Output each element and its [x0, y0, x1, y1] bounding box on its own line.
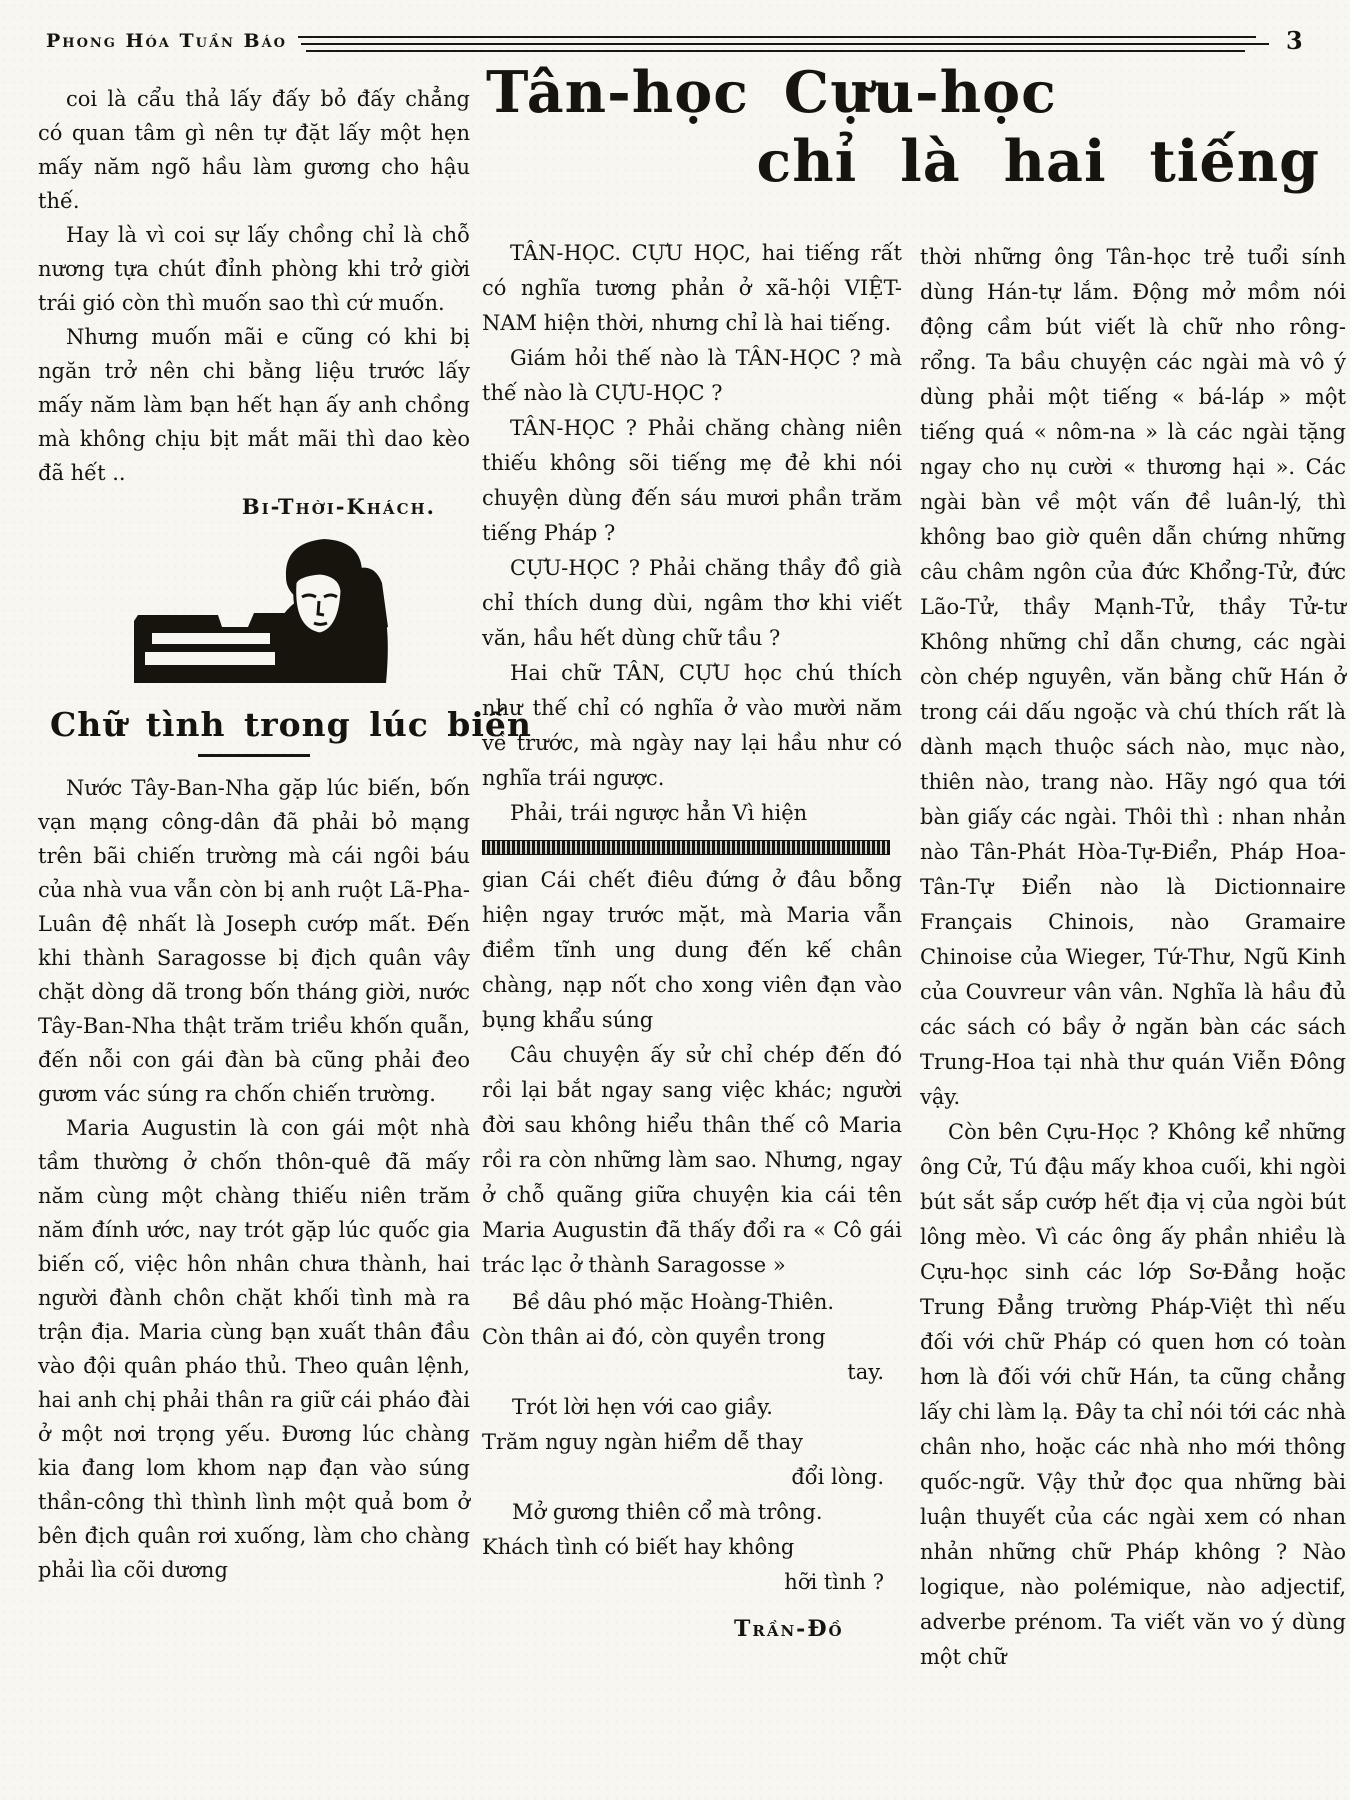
- verse-line: đổi lòng.: [791, 1465, 884, 1489]
- author-signature: Trần-Đồ: [734, 1616, 844, 1642]
- paragraph: Hay là vì coi sự lấy chồng chỉ là chỗ nương tựa chút đỉnh phòng khi trở giời trái gió còn thì muốn sao thì cứ muốn.: [38, 223, 470, 315]
- verse-line: tay.: [847, 1360, 884, 1384]
- verse-line: hỡi tình ?: [784, 1570, 884, 1594]
- paragraph: Phải, trái ngược hẳn Vì hiện: [510, 801, 808, 825]
- paragraph: Giám hỏi thế nào là TÂN-HỌC ? mà thế nào là CỰU-HỌC ?: [482, 346, 902, 405]
- header-rule: [298, 36, 1256, 38]
- section-heading: Chữ tình trong lúc biến: [50, 705, 532, 744]
- right-column: [920, 240, 1346, 1675]
- verse-line: Còn thân ai đó, còn quyền trong: [482, 1325, 826, 1349]
- headline-line-1: Tân-học Cựu-học: [486, 59, 1057, 126]
- middle-column: [482, 236, 902, 1642]
- header-rule: [301, 43, 1269, 45]
- heading-underline: [198, 754, 310, 757]
- article-headline: [480, 59, 1332, 195]
- header-rule-lines: [298, 36, 1266, 57]
- paragraph: gian Cái chết điêu đứng ở đâu bỗng hiện ngay trước mặt, mà Maria vẫn điềm tĩnh ung dung đến kế chân chàng, nạp nốt cho xong viên đạn vào bụng khẩu súng: [482, 868, 902, 1032]
- reader-illustration: [126, 535, 402, 687]
- author-signature: Bi-Thời-Khách.: [241, 494, 436, 519]
- paragraph: thời những ông Tân-học trẻ tuổi sính dùng Hán-tự lắm. Động mở mồm nói động cầm bút viết là chữ nho rông-rổng. Ta bầu chuyện các ngài mà vô ý dùng phải một tiếng « bá-láp » một tiếng quá « nôm-na » là các ngài tặng ngay cho nụ cười « thương hại ». Các ngài bàn về một vấn đề luân-lý, thì không bao giờ quên dẫn chứng những câu châm ngôn của đức Khổng-Tử, đức Lão-Tử, thầy Mạnh-Tử, thầy Tử-tư Không những chỉ dẫn chưng, các ngài còn chép nguyên, văn bằng chữ Hán ở trong cái dấu ngoặc và chú thích rất là dành mạch thuộc sách nào, mục nào, thiên nào, trang nào. Hãy ngó qua tới bàn giấy các ngài. Thôi thì : nhan nhản nào Tân-Phát Hòa-Tự-Điển, Pháp Hoa-Tân-Tự Điển nào là Dictionnaire Français Chinois, nào Gramaire Chinoise của Wieger, Tứ-Thư, Ngũ Kinh của Couvreur vân vân. Nghĩa là hầu đủ các sách có bầy ở ngăn bàn các sách Trung-Hoa tại nhà thư quán Viễn Đông vậy.: [920, 245, 1346, 1109]
- verse-line: Mở gương thiên cổ mà trông.: [512, 1500, 823, 1524]
- header-rule: [306, 50, 1245, 52]
- paragraph: TÂN-HỌC. CỰU HỌC, hai tiếng rất có nghĩa tương phản ở xã-hội VIỆT-NAM hiện thời, nhưng chỉ là hai tiếng.: [482, 241, 902, 335]
- headline-line-2: chỉ là hai tiếng: [756, 127, 1320, 195]
- verse-block: [482, 1285, 902, 1600]
- stippled-divider: [482, 840, 890, 855]
- page-number: 3: [1286, 26, 1303, 55]
- verse-line: Trót lời hẹn với cao giầy.: [512, 1395, 773, 1419]
- paragraph: Maria Augustin là con gái một nhà tầm thường ở chốn thôn-quê đã mấy năm cùng một chàng thiếu niên trăm năm đính ước, nay trót gặp lúc quốc gia biến cố, việc hôn nhân chưa thành, hai người đành chôn chặt khối tình mà ra trận địa. Maria cùng bạn xuất thân đầu vào đội quân pháo thủ. Theo quân lệnh, hai anh chị phải thân ra giữ cái pháo đài ở một nơi trọng yếu. Đương lúc chàng kia đang lom khom nạp đạn vào súng thần-công thì thình lình một quả bom ở bên địch quân rơi xuống, làm cho chàng phải lìa cõi dương: [38, 1116, 470, 1582]
- paragraph: Còn bên Cựu-Học ? Không kể những ông Cử, Tú đậu mấy khoa cuối, khi ngòi bút sắt sắp cướp hết địa vị của ngòi bút lông mèo. Vì các ông ấy phần nhiều là Cựu-học sinh các lớp Sơ-Đẳng hoặc Trung Đẳng trường Pháp-Việt thì nếu đối với chữ Pháp có quen hơn có toàn hơn là đối với chữ Hán, ta cũng chẳng lấy chi làm lạ. Đây ta chỉ nói tới các nhà chân nho, hoặc các nhà nho mới thông quốc-ngữ. Vậy thử đọc qua những bài luận thuyết của các ngài xem có nhan nhản những chữ Pháp không ? Nào logique, nào polémique, nào adjectif, adverbe prénom. Ta viết văn vo ý dùng một chữ: [920, 1120, 1346, 1669]
- masthead-title: Phong Hóa Tuần Báo: [46, 30, 287, 52]
- paragraph: TÂN-HỌC ? Phải chăng chàng niên thiếu không sõi tiếng mẹ đẻ khi nói chuyện dùng đến sáu mươi phần trăm tiếng Pháp ?: [482, 416, 902, 545]
- verse-line: Bề dâu phó mặc Hoàng-Thiên.: [512, 1290, 835, 1314]
- paragraph: Câu chuyện ấy sử chỉ chép đến đó rồi lại bắt ngay sang việc khác; người đời sau không hiểu thân thế cô Maria rồi ra còn những làm sao. Nhưng, ngay ở chỗ quãng giữa chuyện kia cái tên Maria Augustin đã thấy đổi ra « Cô gái trác lạc ở thành Saragosse »: [482, 1043, 902, 1277]
- paragraph: Nước Tây-Ban-Nha gặp lúc biến, bốn vạn mạng công-dân đã phải bỏ mạng trên bãi chiến trường mà cái ngôi báu của nhà vua vẫn còn bị anh ruột Lã-Pha-Luân đệ nhất là Joseph cướp mất. Đến khi thành Saragosse bị địch quân vây chặt dòng dã trong bốn tháng giời, nước Tây-Ban-Nha thật trăm triều khốn quẫn, đến nỗi con gái đàn bà cũng phải đeo gươm vác súng ra chốn chiến trường.: [38, 776, 470, 1106]
- verse-line: Khách tình có biết hay không: [482, 1535, 795, 1559]
- left-column: [38, 82, 532, 1587]
- paragraph: Nhưng muốn mãi e cũng có khi bị ngăn trở nên chi bằng liệu trước lấy mấy năm làm bạn hết hạn ấy anh chồng mà không chịu bịt mắt mãi thì dao kèo đã hết ..: [38, 325, 470, 485]
- paragraph: coi là cẩu thả lấy đấy bỏ đấy chẳng có quan tâm gì nên tự đặt lấy một hẹn mấy năm ngõ hầu làm gương cho hậu thế.: [38, 87, 470, 213]
- paragraph: CỰU-HỌC ? Phải chăng thầy đồ già chỉ thích dung dùi, ngâm thơ khi viết văn, hầu hết dùng chữ tầu ?: [482, 556, 902, 650]
- paragraph: Hai chữ TÂN, CỰU học chú thích như thế chỉ có nghĩa ở vào mười năm về trước, mà ngày nay lại hầu như có nghĩa trái ngược.: [482, 661, 902, 790]
- verse-line: Trăm nguy ngàn hiểm dễ thay: [482, 1430, 804, 1454]
